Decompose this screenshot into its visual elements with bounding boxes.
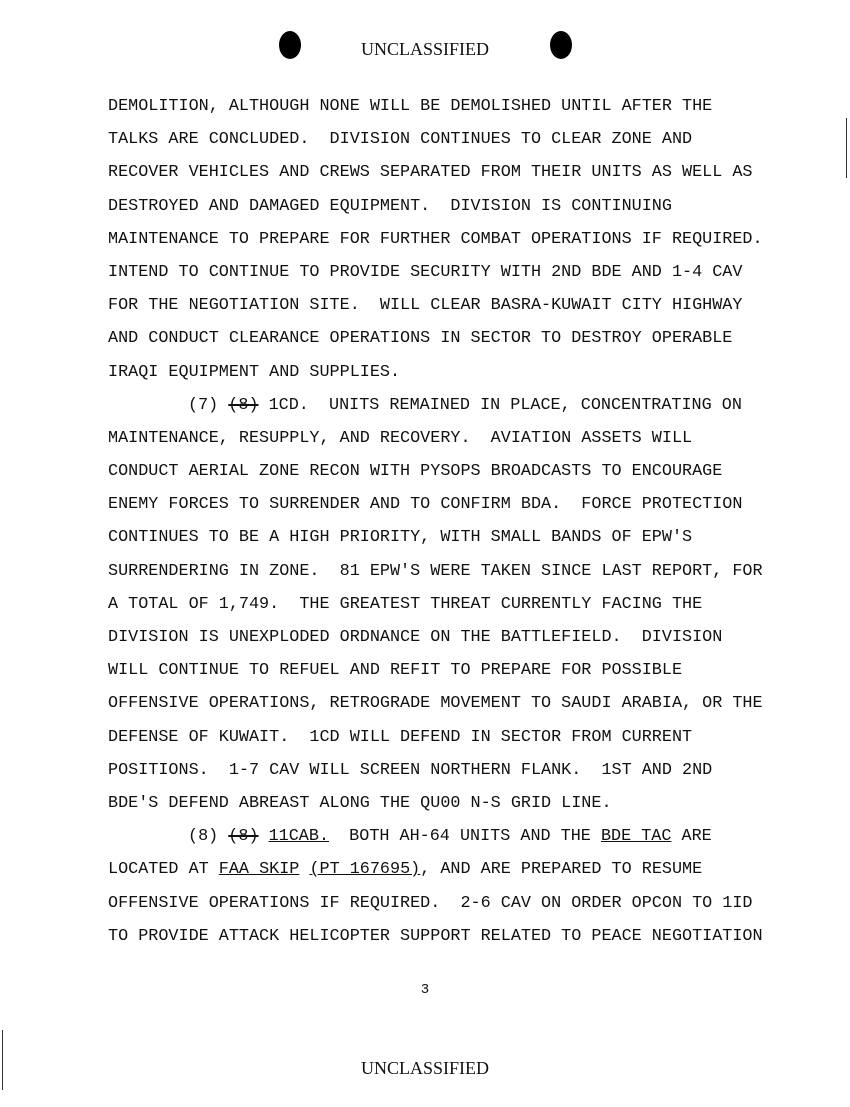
text-line	[108, 328, 763, 361]
text-segment: A TOTAL OF 1,749. THE GREATEST THREAT CURRENTLY FACING THE	[108, 594, 703, 614]
text-segment: ENEMY FORCES TO SURRENDER AND TO CONFIRM BDA. FORCE PROTECTION	[108, 495, 743, 515]
text-line	[108, 461, 763, 494]
text-segment: (7)	[188, 395, 229, 415]
page-number: 3	[420, 982, 430, 998]
text-segment: ARE	[671, 827, 712, 847]
text-line	[108, 395, 763, 428]
text-line	[108, 727, 763, 760]
text-segment: OFFENSIVE OPERATIONS IF REQUIRED. 2-6 CAV ON ORDER OPCON TO 1ID	[108, 893, 753, 913]
text-line	[108, 527, 763, 560]
text-segment: TALKS ARE CONCLUDED. DIVISION CONTINUES TO CLEAR ZONE AND	[108, 130, 693, 150]
text-segment: INTEND TO CONTINUE TO PROVIDE SECURITY WITH 2ND BDE AND 1-4 CAV	[108, 262, 743, 282]
text-segment: SURRENDERING IN ZONE. 81 EPW'S WERE TAKEN SINCE LAST REPORT, FOR	[108, 561, 763, 581]
underlined-text: FAA SKIP	[218, 860, 300, 880]
text-segment: WILL CONTINUE TO REFUEL AND REFIT TO PREPARE FOR POSSIBLE	[108, 661, 683, 681]
text-segment: DEFENSE OF KUWAIT. 1CD WILL DEFEND IN SECTOR FROM CURRENT	[108, 727, 693, 747]
text-line	[108, 96, 763, 129]
underlined-text: 11CAB.	[268, 827, 330, 847]
text-line	[108, 793, 763, 826]
text-segment: IRAQI EQUIPMENT AND SUPPLIES.	[108, 362, 401, 382]
text-line	[108, 295, 763, 328]
text-line	[108, 196, 763, 229]
text-line	[108, 362, 763, 395]
document-body	[108, 96, 763, 959]
text-segment: POSITIONS. 1-7 CAV WILL SCREEN NORTHERN FLANK. 1ST AND 2ND	[108, 760, 713, 780]
text-line	[108, 660, 763, 693]
text-line	[108, 859, 763, 892]
text-line	[108, 428, 763, 461]
text-segment: MAINTENANCE, RESUPPLY, AND RECOVERY. AVIATION ASSETS WILL	[108, 428, 693, 448]
struck-text: (8)	[228, 827, 259, 847]
text-line	[108, 262, 763, 295]
struck-text: (8)	[228, 395, 259, 415]
text-line	[108, 129, 763, 162]
text-segment	[299, 860, 309, 879]
text-segment: MAINTENANCE TO PREPARE FOR FURTHER COMBAT OPERATIONS IF REQUIRED.	[108, 229, 763, 249]
classification-footer: UNCLASSIFIED	[360, 1058, 489, 1078]
text-segment: 1CD. UNITS REMAINED IN PLACE, CONCENTRATING ON	[258, 395, 742, 415]
text-segment: TO PROVIDE ATTACK HELICOPTER SUPPORT RELATED TO PEACE NEGOTIATION	[108, 926, 763, 946]
text-segment: BDE'S DEFEND ABREAST ALONG THE QU00 N-S GRID LINE.	[108, 793, 612, 813]
text-segment: FOR THE NEGOTIATION SITE. WILL CLEAR BASRA-KUWAIT CITY HIGHWAY	[108, 296, 743, 316]
text-segment: OFFENSIVE OPERATIONS, RETROGRADE MOVEMENT TO SAUDI ARABIA, OR THE	[108, 694, 763, 714]
text-line	[108, 760, 763, 793]
text-line	[108, 893, 763, 926]
classification-header: UNCLASSIFIED	[360, 39, 489, 59]
text-line	[108, 627, 763, 660]
scan-edge-mark	[2, 1030, 3, 1090]
text-line	[108, 826, 763, 859]
underlined-text: BDE TAC	[600, 827, 672, 847]
text-segment: DIVISION IS UNEXPLODED ORDNANCE ON THE BATTLEFIELD. DIVISION	[108, 628, 723, 647]
text-segment: RECOVER VEHICLES AND CREWS SEPARATED FROM THEIR UNITS AS WELL AS	[108, 163, 753, 183]
text-segment: CONDUCT AERIAL ZONE RECON WITH PYSOPS BROADCASTS TO ENCOURAGE	[108, 462, 723, 482]
text-segment: AND CONDUCT CLEARANCE OPERATIONS IN SECTOR TO DESTROY OPERABLE	[108, 329, 733, 349]
text-segment: BOTH AH-64 UNITS AND THE	[329, 827, 601, 847]
text-line	[108, 594, 763, 627]
text-line	[108, 561, 763, 594]
text-segment: , AND ARE PREPARED TO RESUME	[420, 860, 703, 880]
text-segment: CONTINUES TO BE A HIGH PRIORITY, WITH SMALL BANDS OF EPW'S	[108, 528, 693, 548]
text-line	[108, 162, 763, 195]
text-segment: DEMOLITION, ALTHOUGH NONE WILL BE DEMOLISHED UNTIL AFTER THE	[108, 97, 713, 116]
text-segment: DESTROYED AND DAMAGED EQUIPMENT. DIVISION IS CONTINUING	[108, 196, 672, 216]
text-segment: (8)	[188, 827, 229, 847]
text-line	[108, 926, 763, 959]
text-segment: LOCATED AT	[108, 860, 219, 880]
text-line	[108, 693, 763, 726]
scan-edge-mark	[846, 118, 847, 178]
text-line	[108, 494, 763, 527]
text-line	[108, 229, 763, 262]
underlined-text: (PT 167695)	[309, 860, 421, 880]
text-segment	[259, 827, 269, 846]
